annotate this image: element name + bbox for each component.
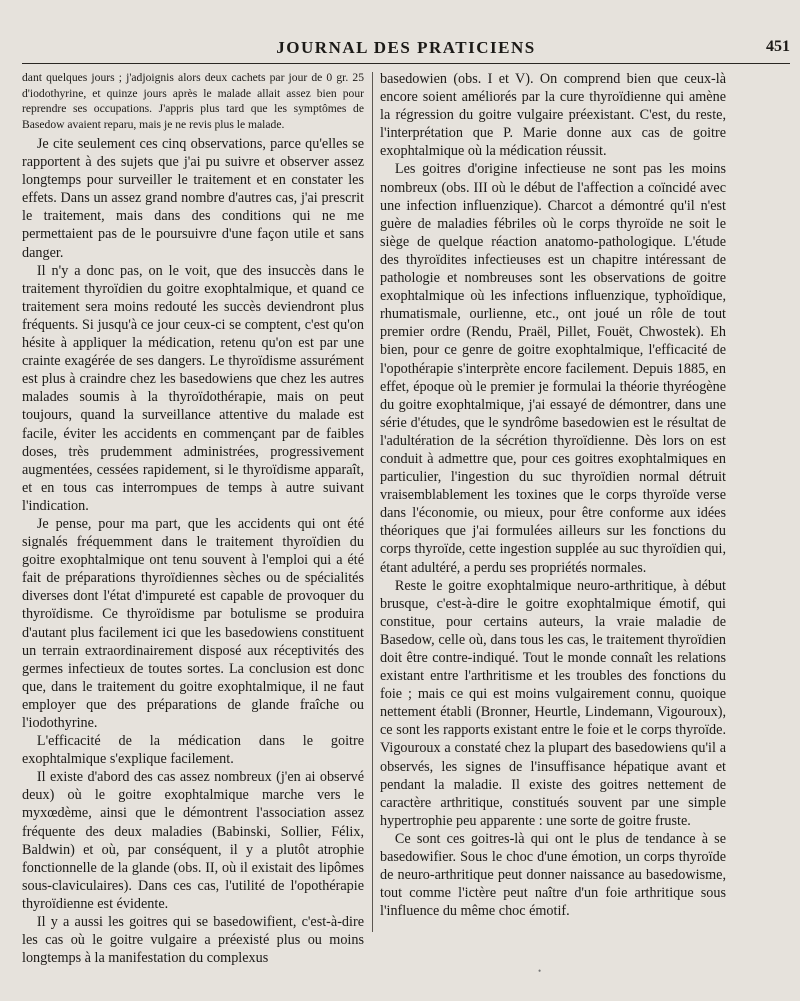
page-number: 451	[766, 38, 790, 55]
left-column	[22, 70, 364, 967]
paragraph: Je pense, pour ma part, que les accidents qui ont été signalés fréquemment dans le traitement thyroïdien du goitre exophtalmique ont tenu souvent à l'emploi qui a été fait de préparations thyroïdiennes sèches ou de spécialités diverses dont l'état d'impureté est capable de provoquer du thyroïdisme. Ce thyroïdisme par botulisme se produira d'autant plus facilement ici que les basedowiens constituent un terrain extraordinairement disposé aux réceptivités des germes infectieux de toutes sortes. La conclusion est donc que, dans le traitement du goitre exophtalmique, il ne faut employer que des préparations de glande fraîche ou l'iodothyrine.	[22, 515, 364, 731]
paragraph: Il n'y a donc pas, on le voit, que des insuccès dans le traitement thyroïdien du goitre exophtalmique, et quand ce traitement sera moins redouté les succès deviendront plus fréquents. Si jusqu'à ce jour ceux-ci se comptent, c'est qu'on hésite à appliquer la médication, retenu qu'on est par une crainte exagérée de ses dangers. Le thyroïdisme assurément est plus à craindre chez les basedowiens que chez les autres malades soumis à la thyroïdothérapie, mais on peut toujours, quand la surveillance attentive du malade est facile, éviter les accidents en commençant par de faibles doses, très prudemment administrées, progressivement augmentées, cessées rapidement, si le thyroïdisme apparaît, et en tous cas interrompues de temps à autre suivant l'indication.	[22, 262, 364, 514]
paragraph: Ce sont ces goitres-là qui ont le plus de tendance à se basedowifier. Sous le choc d'une émotion, un corps thyroïde de neuro-arthritique peut donner naissance au basedowisme, tout comme l'ictère peut naître d'un foie arthritique sous l'influence du même choc émotif.	[380, 830, 726, 920]
page-header	[22, 38, 790, 62]
paragraph: Il existe d'abord des cas assez nombreux (j'en ai observé deux) où le goitre exophtalmique marche vers le myxœdème, ainsi que le démontrent l'association assez fréquente des deux maladies (Babinski, Sollier, Félix, Baldwin) et où, par conséquent, il y a plutôt atrophie fonctionnelle de la glande (obs. II, où il existait des lipômes sous-claviculaires). Dans ces cas, l'utilité de l'opothérapie thyroïdienne est évidente.	[22, 769, 364, 912]
column-divider	[372, 72, 373, 932]
case-note-continuation: dant quelques jours ; j'adjoignis alors deux cachets par jour de 0 gr. 25 d'iodothyrine, et quinze jours après le malade allait assez bien pour reprendre ses occupations. J'appris plus tard que les symptômes de Basedow avaient reparu, mais je ne revis plus le malade.	[22, 71, 364, 131]
paragraph: Il y a aussi les goitres qui se basedowifient, c'est-à-dire les cas où le goitre vulgaire a préexisté plus ou moins longtemps à la manifestation du complexus	[22, 914, 364, 967]
right-column	[380, 70, 726, 920]
running-title: JOURNAL DES PRATICIENS	[276, 38, 536, 57]
paragraph: Je cite seulement ces cinq observations, parce qu'elles se rapportent à des sujets que j'ai pu suivre et observer assez longtemps pour surveiller le traitement et en constater les effets. Dans un assez grand nombre d'autres cas, j'ai prescrit le traitement, mais dans des conditions qui ne me permettaient pas de le poursuivre d'une façon utile et sans danger.	[22, 136, 364, 261]
paragraph: Reste le goitre exophtalmique neuro-arthritique, à début brusque, c'est-à-dire le goitre exophtalmique émotif, qui constitue, pour certains auteurs, la vraie maladie de Basedow, celle où, dans tous les cas, le traitement thyroïdien doit être contre-indiqué. Tout le monde connaît les relations existant entre l'arthritisme et les troubles des fonctions du foie ; mais ce qui est moins vulgairement connu, quoique nettement établi (Bronner, Heurtle, Lindemann, Vigouroux), ce sont les rapports existant entre le foie et le corps thyroïde. Vigouroux a constaté chez la plupart des basedowiens qu'il a observés, les signes de l'insuffisance hépatique avant et pendant la maladie. Il existe des goitres nettement de caractère arthritique, constitués souvent par une simple hypertrophie peu apparente : une sorte de goitre fruste.	[380, 577, 726, 829]
paragraph: Les goitres d'origine infectieuse ne sont pas les moins nombreux (obs. III où le début de l'affection a coïncidé avec une infection influenzique). Charcot a démontré qu'il n'est guère de maladies fébriles où le corps thyroïde ne soit le siège de quelque réaction anatomo-pathologique. L'étude des thyroïdites infectieuses est un chapitre intéressant de pathologie et nombreuses sont les observations de goitre exophtalmique où les infections influenzique, typhoïdique, rhumatismale, ourlienne, etc., ont joué un rôle de tout premier ordre (Rendu, Praël, Pillet, Fouët, Chwostek). Eh bien, pour ce genre de goitre exophtalmique, l'efficacité de l'opothérapie s'interprète encore facilement. Depuis 1885, en effet, époque où le premier je formulai la théorie thyréogène du goitre exophtalmique, j'ai essayé de démontrer, dans une série d'études, que le syndrôme basedowien est le résultat de l'adultération de la sécrétion thyroïdienne. Dès lors on est conduit à admettre que, pour ces goitres exophtalmiques en particulier, l'ingestion du suc thyroïdien normal détruit vraisemblablement les toxines que le corps thyroïde verse dans l'économie, ou mieux, pour être conforme aux idées théoriques que j'ai formulées ailleurs sur les fonctions du corps thyroïde, cette ingestion supplée au suc thyroïdien qui, étant adultéré, a perdu ses propriétés normales.	[380, 161, 726, 576]
paragraph: L'efficacité de la médication dans le goitre exophtalmique s'explique facilement.	[22, 733, 364, 768]
print-mark: •	[538, 966, 542, 976]
header-rule	[22, 63, 790, 64]
paragraph-continued: basedowien (obs. I et V). On comprend bien que ceux-là encore soient améliorés par la cure thyroïdienne qui amène la régression du goitre vulgaire préexistant. C'est, du reste, l'interprétation que P. Marie donne aux cas de goitre exophtalmique où la médication réussit.	[380, 71, 726, 160]
